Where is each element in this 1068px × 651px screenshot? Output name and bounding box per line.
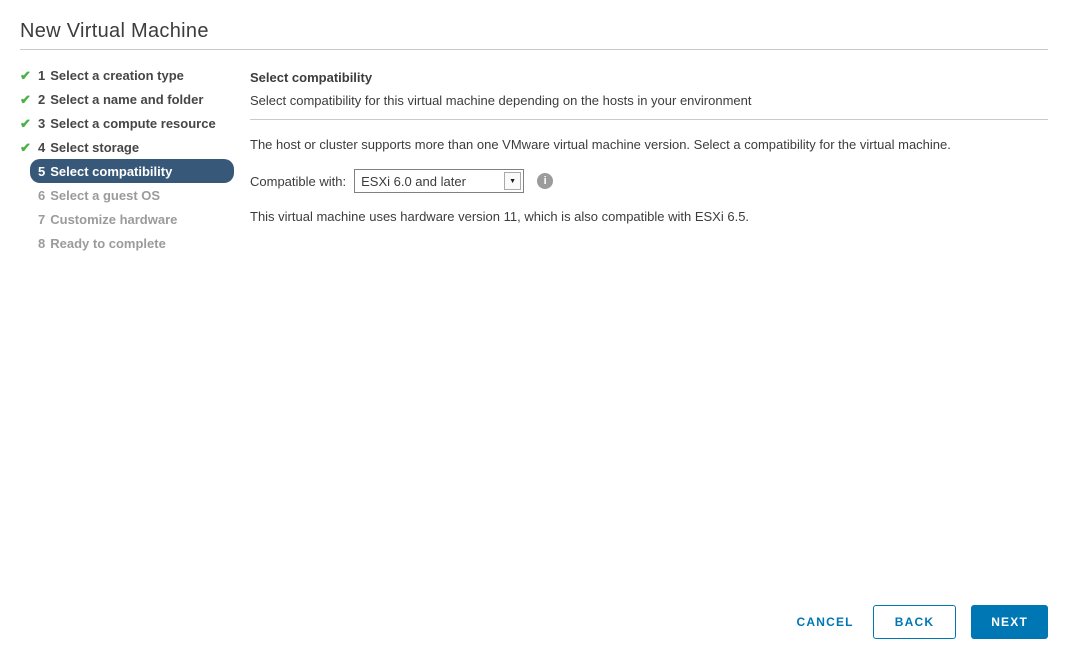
- chevron-down-icon[interactable]: ▼: [504, 172, 521, 190]
- step-label: Select a guest OS: [50, 187, 161, 203]
- step-label: Select a name and folder: [50, 91, 204, 107]
- check-icon: ✔: [20, 67, 31, 83]
- cancel-button[interactable]: CANCEL: [793, 607, 858, 637]
- step-number: 6: [38, 187, 46, 203]
- sidebar-step-2[interactable]: [20, 87, 250, 111]
- compatible-with-label: Compatible with:: [250, 173, 347, 189]
- step-label: Select storage: [50, 139, 140, 155]
- step-label: Select compatibility: [50, 163, 173, 179]
- step-label: Customize hardware: [50, 211, 178, 227]
- check-icon: ✔: [20, 139, 31, 155]
- step-number: 5: [38, 163, 46, 179]
- step-number: 8: [38, 235, 46, 251]
- sidebar-step-7: [20, 207, 250, 231]
- compatibility-description: The host or cluster supports more than one VMware virtual machine version. Select a compatibility for the virtual machine.: [250, 137, 951, 152]
- step-number: 7: [38, 211, 46, 227]
- step-content-panel: [250, 63, 1048, 255]
- sidebar-step-3[interactable]: [20, 111, 250, 135]
- info-icon[interactable]: i: [537, 173, 553, 189]
- sidebar-step-5-active[interactable]: [30, 159, 234, 183]
- sidebar-step-4[interactable]: [20, 135, 250, 159]
- hardware-version-note: This virtual machine uses hardware version 11, which is also compatible with ESXi 6.5.: [250, 209, 750, 224]
- new-vm-wizard: [0, 0, 1068, 255]
- wizard-steps-sidebar: [20, 63, 250, 255]
- wizard-footer: [793, 605, 1048, 639]
- step-heading: Select compatibility: [250, 70, 373, 85]
- sidebar-step-8: [20, 231, 250, 255]
- check-icon: ✔: [20, 91, 31, 107]
- wizard-body: [20, 63, 1048, 255]
- title-divider: [20, 49, 1048, 50]
- step-label: Select a creation type: [50, 67, 184, 83]
- next-button[interactable]: NEXT: [971, 605, 1048, 639]
- compatibility-selected-value: ESXi 6.0 and later: [361, 173, 466, 189]
- back-button[interactable]: BACK: [873, 605, 956, 639]
- sidebar-step-6: [20, 183, 250, 207]
- step-label: Select a compute resource: [50, 115, 216, 131]
- compatibility-select[interactable]: [354, 169, 524, 193]
- step-number: 4: [38, 139, 46, 155]
- content-divider: [250, 119, 1048, 120]
- page-title: New Virtual Machine: [20, 20, 209, 42]
- step-number: 3: [38, 115, 46, 131]
- sidebar-step-1[interactable]: [20, 63, 250, 87]
- compatible-with-row: [250, 169, 1048, 193]
- check-icon: ✔: [20, 115, 31, 131]
- step-number: 2: [38, 91, 46, 107]
- step-label: Ready to complete: [50, 235, 166, 251]
- step-number: 1: [38, 67, 46, 83]
- step-subheading: Select compatibility for this virtual machine depending on the hosts in your environment: [250, 93, 752, 108]
